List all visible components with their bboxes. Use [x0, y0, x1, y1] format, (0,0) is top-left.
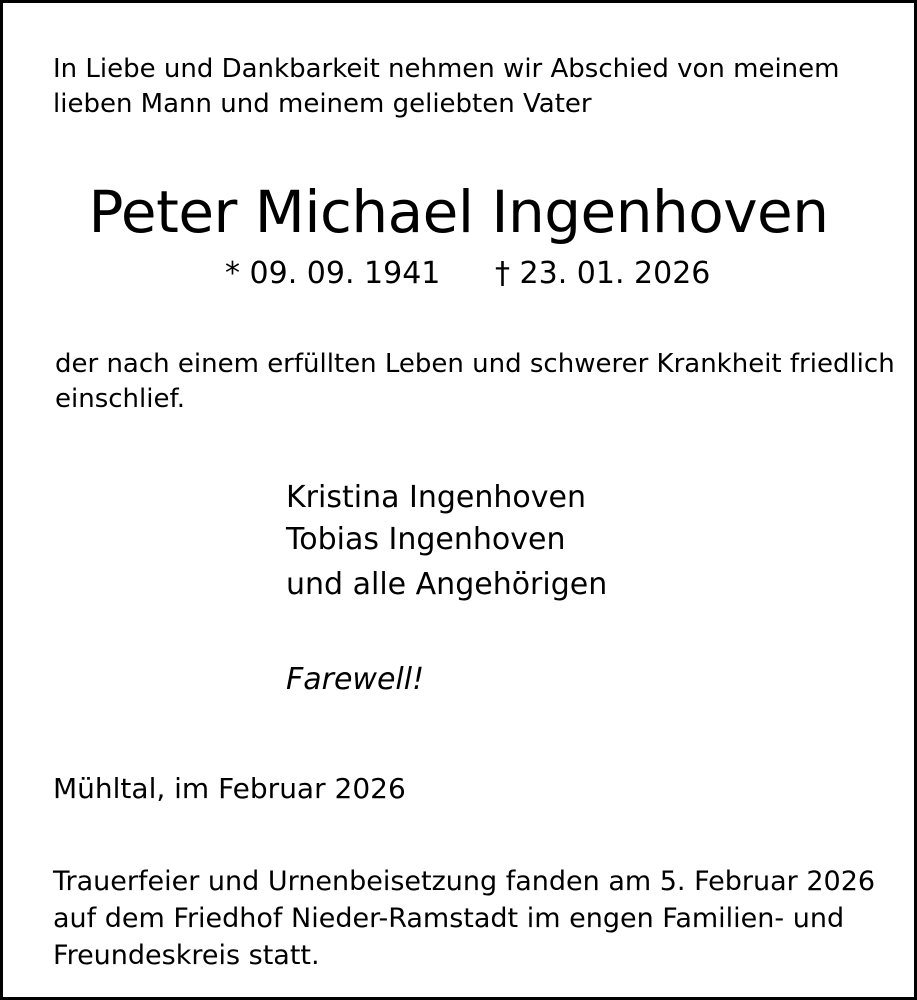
mourner-name: Kristina Ingenhoven [286, 480, 586, 515]
ceremony-line-3: Freundeskreis statt. [53, 940, 320, 971]
death-date: † 23. 01. 2026 [495, 256, 711, 291]
mourner-name: Tobias Ingenhoven [286, 522, 566, 557]
description-line-1: der nach einem erfüllten Leben und schwerer Krankheit friedlich [55, 349, 895, 379]
deceased-name: Peter Michael Ingenhoven [88, 178, 829, 246]
ceremony-line-1: Trauerfeier und Urnenbeisetzung fanden am 5. Februar 2026 [53, 866, 876, 897]
farewell-text: Farewell! [286, 662, 425, 697]
intro-line-2: lieben Mann und meinem geliebten Vater [53, 89, 592, 119]
mourner-name: und alle Angehörigen [286, 567, 608, 602]
intro-line-1: In Liebe und Dankbarkeit nehmen wir Abschied von meinem [53, 54, 840, 84]
description-line-2: einschlief. [55, 384, 185, 414]
place-and-date: Mühltal, im Februar 2026 [53, 772, 406, 805]
birth-date: * 09. 09. 1941 [225, 256, 441, 291]
ceremony-line-2: auf dem Friedhof Nieder-Ramstadt im engen Familien- und [53, 903, 845, 934]
